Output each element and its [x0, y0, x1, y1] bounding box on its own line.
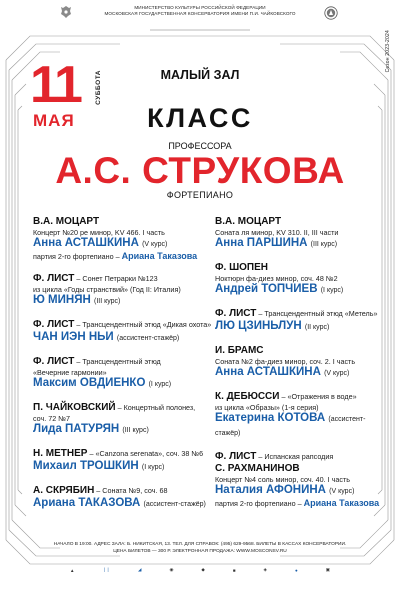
- performer-course: (II курс): [304, 324, 330, 331]
- composer-line: [33, 402, 213, 414]
- sponsor-logos: [70, 565, 330, 575]
- program-item: [33, 356, 213, 391]
- composer-name: Ф. ЛИСТ: [33, 319, 75, 330]
- performer-course: (I курс): [320, 287, 344, 294]
- concert-title: КЛАСС: [147, 103, 253, 133]
- composer-line: [215, 391, 385, 403]
- sponsor-logo: ▣: [325, 567, 330, 572]
- sponsor-logo: ◉: [169, 567, 174, 572]
- composer-name: Ф. ЛИСТ: [33, 356, 75, 367]
- conservatory-line: МОСКОВСКАЯ ГОСУДАРСТВЕННАЯ КОНСЕРВАТОРИЯ ИМЕНИ П.И. ЧАЙКОВСКОГО: [104, 11, 296, 16]
- program-item: [215, 262, 385, 297]
- performer-course: (III курс): [310, 241, 338, 248]
- sponsor-logo: ▲: [70, 567, 75, 573]
- sponsor-logo: ◆: [201, 567, 205, 572]
- performer-line: [33, 377, 213, 391]
- hall-name: МАЛЫЙ ЗАЛ: [160, 68, 240, 82]
- program-column-right: [215, 216, 385, 520]
- performer-course: (III курс): [122, 427, 149, 434]
- accompanist-note: [215, 498, 385, 509]
- composer-name: С. РАХМАНИНОВ: [215, 463, 300, 474]
- work-title: – Трансцендентный этюд «Метель»: [256, 309, 378, 318]
- composer-name: П. ЧАЙКОВСКИЙ: [33, 402, 116, 413]
- performer-course: (V курс): [329, 488, 355, 495]
- program-item: [33, 485, 213, 511]
- performer-line: [215, 283, 385, 297]
- composer-name: Ф. ЛИСТ: [215, 308, 257, 319]
- season-label: Сезон 2023-2024: [385, 30, 391, 73]
- performer-line: [33, 460, 213, 474]
- program-item: [33, 448, 213, 474]
- performer-name: Анна АСТАШКИНА: [33, 237, 139, 249]
- performer-name: ЛЮ ЦЗИНЬЛУН: [215, 320, 302, 332]
- composer-name: А. СКРЯБИН: [33, 485, 95, 496]
- performer-name: Екатерина КОТОВА: [215, 412, 326, 424]
- sponsor-logo: ◢: [137, 567, 142, 572]
- work-title: – Трансцендентный этюд: [74, 357, 161, 366]
- performer-name: Ю МИНЯН: [33, 294, 91, 306]
- composer-line: [215, 345, 385, 357]
- program-item: [215, 391, 385, 440]
- institution-header: [0, 5, 400, 17]
- program-item: [33, 402, 213, 437]
- composer-line: [215, 451, 385, 463]
- performer-line: [215, 366, 385, 380]
- date-day: 11: [30, 56, 81, 114]
- performer-name: Лида ПАТУРЯН: [33, 423, 120, 435]
- composer-line: [215, 308, 385, 320]
- program-item: [33, 319, 213, 345]
- composer-name: Ф. ЛИСТ: [33, 273, 75, 284]
- performer-course: (ассистент-стажёр): [215, 416, 366, 437]
- footer-line-tickets: ЦЕНА БИЛЕТОВ — 300 Р. ЭЛЕКТРОННАЯ ПРОДАЖА: WWW.MOSCONSV.RU: [113, 548, 287, 554]
- sponsor-logo: ■: [232, 567, 236, 573]
- performer-line: [33, 237, 213, 251]
- composer-name: Ф. ШОПЕН: [215, 262, 268, 273]
- accompanist-name: Ариана Таказова: [303, 498, 380, 508]
- performer-line: [33, 294, 213, 308]
- composer-line: [33, 319, 213, 331]
- performer-name: Андрей ТОПЧИЕВ: [215, 283, 318, 295]
- date-weekday: СУББОТА: [95, 70, 102, 105]
- work-title: соч. 72 №7: [33, 414, 70, 423]
- ministry-line: МИНИСТЕРСТВО КУЛЬТУРЫ РОССИЙСКОЙ ФЕДЕРАЦИИ: [134, 5, 266, 10]
- performer-line: [33, 497, 213, 511]
- professor-name: А.С. СТРУКОВА: [55, 150, 345, 191]
- program-item: [33, 216, 213, 262]
- date-month: МАЯ: [33, 111, 75, 130]
- program-item: [215, 216, 385, 251]
- sponsor-logo: ●: [294, 567, 298, 573]
- performer-name: Максим ОВДИЕНКО: [33, 377, 146, 389]
- performer-line: [215, 320, 385, 334]
- performer-line: [33, 331, 213, 345]
- instrument-label: ФОРТЕПИАНО: [166, 190, 234, 200]
- program-item: [33, 273, 213, 308]
- accompanist-label: партия 2-го фортепиано –: [215, 499, 304, 508]
- work-title: – Трансцендентный этюд «Дикая охота»: [74, 320, 212, 329]
- work-title: Концерт №4 соль минор, соч. 40. I часть: [215, 475, 350, 484]
- performer-course: (V курс): [142, 241, 168, 248]
- accompanist-name: Ариана Таказова: [121, 251, 198, 261]
- work-title: – «Отражения в воде»: [279, 392, 357, 401]
- sponsor-logo: ❘❘: [102, 567, 110, 572]
- professor-label: ПРОФЕССОРА: [168, 141, 232, 151]
- performer-name: Ариана ТАКАЗОВА: [33, 497, 141, 509]
- composer-name: И. БРАМС: [215, 345, 264, 356]
- program-item: [215, 308, 385, 334]
- composer-name: В.А. МОЦАРТ: [33, 216, 100, 227]
- performer-course: (I курс): [148, 381, 172, 388]
- work-title: – Сонет Петрарки №123: [74, 274, 158, 283]
- composer-line: [33, 485, 213, 497]
- accompanist-label: партия 2-го фортепиано –: [33, 252, 122, 261]
- performer-name: Михаил ТРОШКИН: [33, 460, 139, 472]
- program-item: [215, 451, 385, 509]
- program-item: [215, 345, 385, 380]
- work-title: из цикла «Образы» (1-я серия): [215, 403, 319, 412]
- work-title: – Соната №9, соч. 68: [94, 486, 168, 495]
- performer-line: [215, 412, 385, 440]
- composer-line: [33, 216, 213, 228]
- sponsor-logo: ◈: [263, 567, 267, 572]
- composer-name: В.А. МОЦАРТ: [215, 216, 282, 227]
- work-title: Ноктюрн фа-диез минор, соч. 48 №2: [215, 274, 338, 283]
- accompanist-note: [33, 251, 213, 262]
- performer-name: Анна АСТАШКИНА: [215, 366, 321, 378]
- performer-course: (I курс): [141, 464, 165, 471]
- work-title: – Концертный полонез,: [115, 403, 196, 412]
- performer-line: [215, 484, 385, 498]
- performer-name: Анна ПАРШИНА: [215, 237, 308, 249]
- program-column-left: [33, 216, 213, 522]
- performer-name: ЧАН ИЭН НЬИ: [33, 331, 114, 343]
- composer-name: Н. МЕТНЕР: [33, 448, 88, 459]
- composer-name: К. ДЕБЮССИ: [215, 391, 280, 402]
- performer-course: (ассистент-стажёр): [143, 501, 206, 508]
- performer-line: [215, 237, 385, 251]
- performer-name: Наталия АФОНИНА: [215, 484, 326, 496]
- work-title: из цикла «Годы странствий» (Год II: Италия): [33, 285, 181, 294]
- work-title: – «Canzona serenata», соч. 38 №6: [87, 449, 204, 458]
- footer-info: [0, 542, 400, 555]
- work-title: «Вечерние гармонии»: [33, 368, 107, 377]
- work-title: Соната №2 фа-диез минор, соч. 2. I часть: [215, 357, 356, 366]
- composer-line: [33, 448, 213, 460]
- performer-course: (ассистент-стажёр): [116, 335, 180, 342]
- composer-line: [33, 356, 213, 368]
- footer-line-venue: НАЧАЛО В 19:00. АДРЕС ЗАЛА: Б. НИКИТСКАЯ, 13. ТЕЛ. ДЛЯ СПРАВОК: (495) 629-9568. БИЛЕТЫ В КАССАХ КОНСЕРВАТОРИИ.: [53, 542, 347, 547]
- composer-line: [215, 262, 385, 274]
- composer-line: [33, 273, 213, 285]
- performer-line: [33, 423, 213, 437]
- composer-name: Ф. ЛИСТ: [215, 451, 257, 462]
- performer-course: (III курс): [93, 298, 121, 305]
- work-title: – Испанская рапсодия: [256, 452, 334, 461]
- work-title: Соната ля минор, KV 310. II, III части: [215, 228, 339, 237]
- composer-line: [215, 216, 385, 228]
- work-title: Концерт №20 ре минор, KV 466. I часть: [33, 228, 165, 237]
- performer-course: (V курс): [324, 370, 350, 377]
